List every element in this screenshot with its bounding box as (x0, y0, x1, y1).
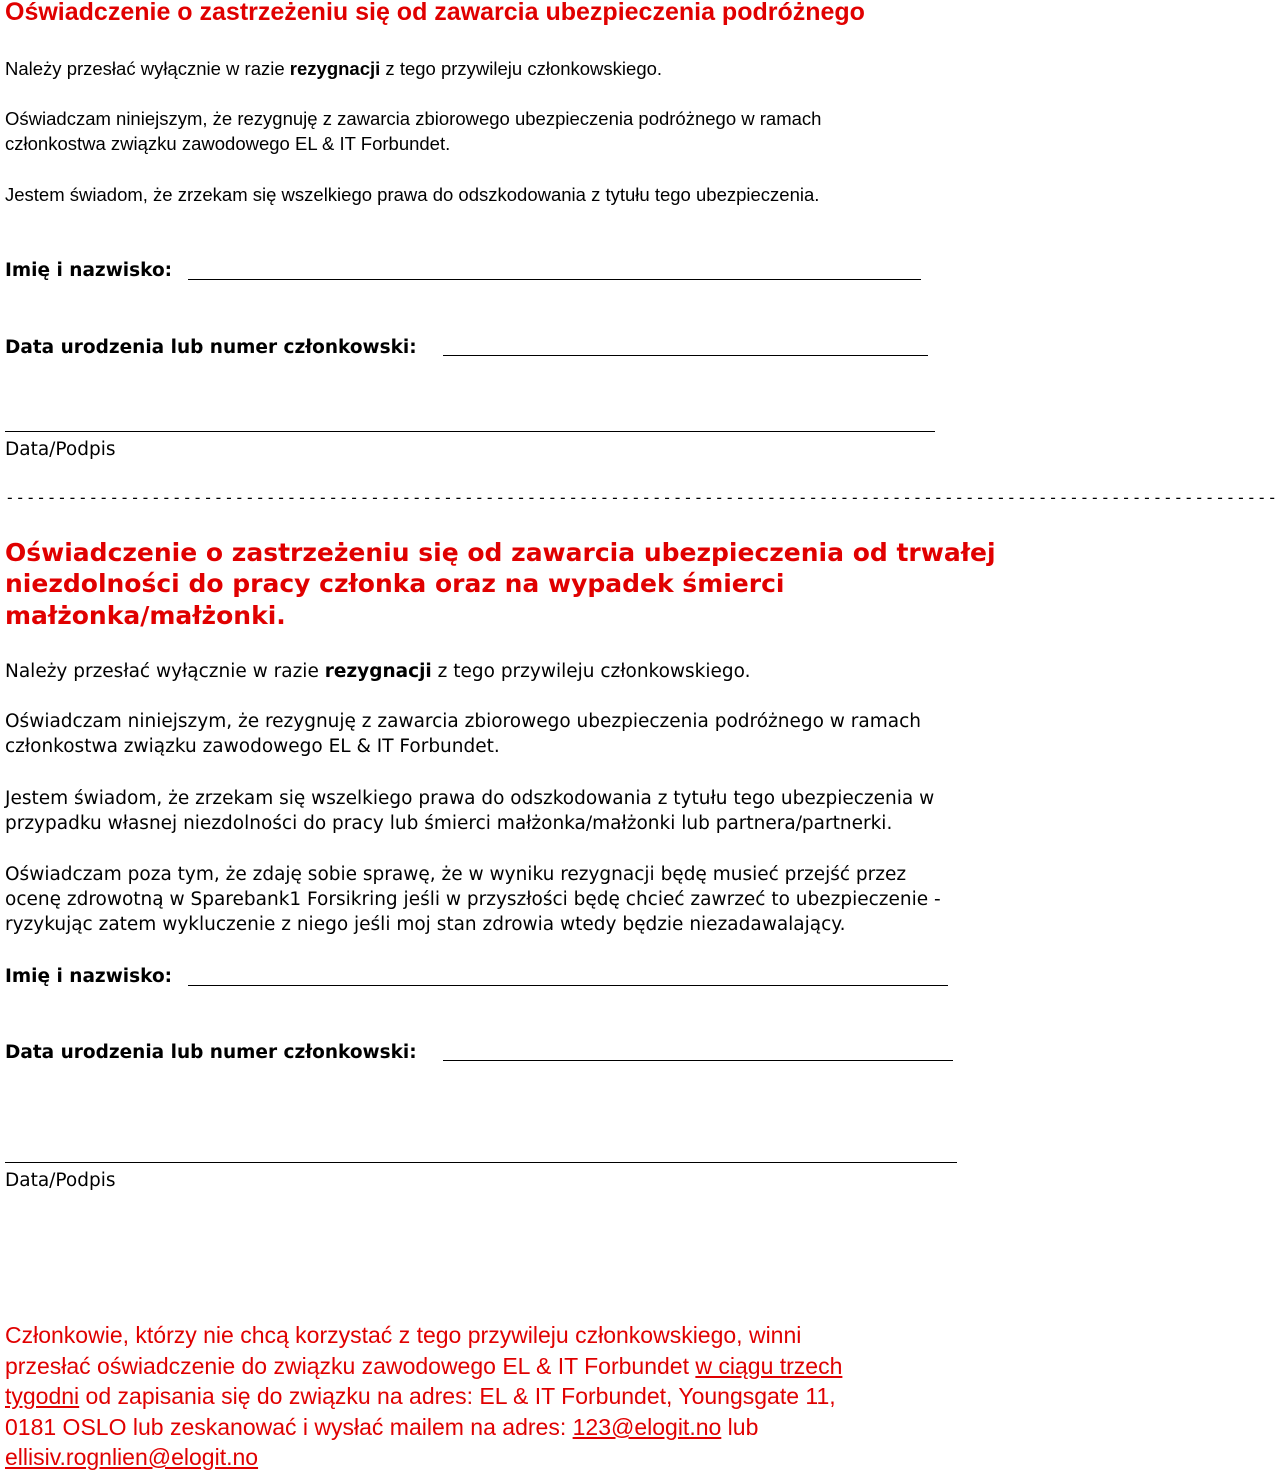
footer-deadline-underlined: w ciągu trzech (695, 1353, 843, 1379)
section1-title: Oświadczenie o zastrzeżeniu się od zawarcia ubezpieczenia podróżnego (5, 0, 865, 26)
footer-line5 (5, 1442, 258, 1473)
section1-signature-label: Data/Podpis (5, 439, 116, 460)
section2-name-label: Imię i nazwisko: (5, 966, 173, 987)
footer-line4 (5, 1412, 758, 1443)
section1-para1-line1: Oświadczam niniejszym, że rezygnuję z zawarcia zbiorowego ubezpieczenia podróżnego w ramach (5, 108, 822, 129)
footer-line4-end: lub (721, 1414, 759, 1440)
section2-title-line1: Oświadczenie o zastrzeżeniu się od zawarcia ubezpieczenia od trwałej (5, 538, 996, 567)
section1-dob-label: Data urodzenia lub numer członkowski: (5, 337, 417, 358)
section2-title-line2: niezdolności do pracy członka oraz na wypadek śmierci (5, 569, 785, 598)
notice-text: Należy przesłać wyłącznie w razie (5, 661, 325, 682)
section1-signature-line (5, 431, 935, 432)
section2-signature-line (5, 1162, 957, 1163)
section2-signature-label: Data/Podpis (5, 1170, 116, 1191)
notice-text-end: z tego przywileju członkowskiego. (380, 58, 663, 79)
section2-para3-line1: Oświadczam poza tym, że zdaję sobie sprawę, że w wyniku rezygnacji będę musieć przejść przez (5, 864, 907, 885)
notice-text-end: z tego przywileju członkowskiego. (431, 661, 751, 682)
section2-name-field-line (188, 985, 948, 986)
section2-notice (5, 659, 751, 684)
notice-bold-word: rezygnacji (289, 58, 381, 79)
footer-line3 (5, 1381, 836, 1412)
section2-para1-line1: Oświadczam niniejszym, że rezygnuję z zawarcia zbiorowego ubezpieczenia podróżnego w ramach (5, 711, 921, 732)
section1-para1-line2: członkostwa związku zawodowego EL & IT Forbundet. (5, 133, 451, 154)
footer-line4-text: 0181 OSLO lub zeskanować i wysłać mailem na adres: (5, 1414, 573, 1440)
footer-address-text: od zapisania się do związku na adres: EL & IT Forbundet, Youngsgate 11, (79, 1383, 836, 1409)
section1-dob-field-line (443, 355, 928, 356)
email-link-1[interactable]: 123@elogit.no (572, 1414, 722, 1440)
footer-line2-text: przesłać oświadczenie do związku zawodowego EL & IT Forbundet (5, 1353, 696, 1379)
section2-title-line3: małżonka/małżonki. (5, 601, 286, 630)
cut-separator: -------------------------------------------------------------------------------------------------------------------------- (5, 488, 1278, 507)
section1-name-field-line (188, 279, 921, 280)
notice-text: Należy przesłać wyłącznie w razie (5, 58, 290, 79)
section1-notice (5, 56, 662, 81)
section2-para2-line1: Jestem świadom, że zrzekam się wszelkiego prawa do odszkodowania z tytułu tego ubezpieczenia w (5, 788, 935, 809)
section2-dob-label: Data urodzenia lub numer członkowski: (5, 1042, 417, 1063)
section2-para2-line2: przypadku własnej niezdolności do pracy lub śmierci małżonka/małżonki lub partnera/partnerki. (5, 813, 893, 834)
footer-line1: Członkowie, którzy nie chcą korzystać z tego przywileju członkowskiego, winni (5, 1322, 802, 1348)
section2-para3-line3: ryzykując zatem wykluczenie z niego jeśli moj stan zdrowia wtedy będzie niezadawalający. (5, 914, 846, 935)
email-link-2[interactable]: ellisiv.rognlien@elogit.no (5, 1444, 259, 1470)
notice-bold-word: rezygnacji (324, 661, 432, 682)
footer-line2 (5, 1351, 842, 1382)
section2-para1-line2: członkostwa związku zawodowego EL & IT Forbundet. (5, 736, 500, 757)
footer-deadline-underlined-2: tygodni (5, 1383, 80, 1409)
section2-para3-line2: ocenę zdrowotną w Sparebank1 Forsikring jeśli w przyszłości będę chcieć zawrzeć to ubezpieczenie - (5, 889, 941, 910)
section1-para2: Jestem świadom, że zrzekam się wszelkiego prawa do odszkodowania z tytułu tego ubezpieczenia. (5, 184, 820, 205)
section1-name-label: Imię i nazwisko: (5, 260, 173, 281)
section2-dob-field-line (443, 1060, 953, 1061)
